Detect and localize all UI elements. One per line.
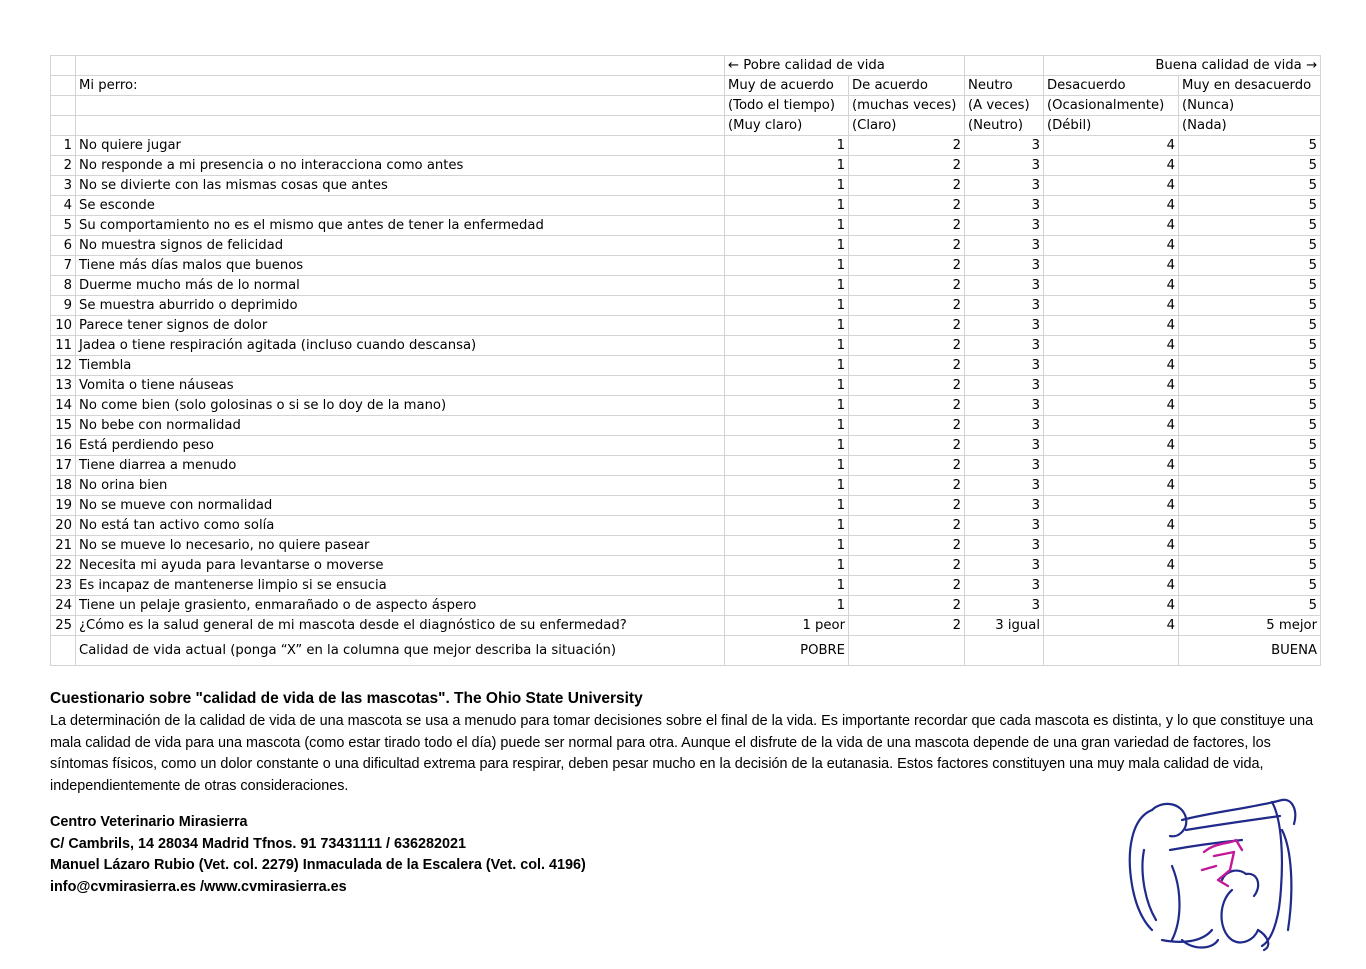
question-number: 21 [51,536,76,556]
header-row-direction [51,56,1321,76]
question-text: No come bien (solo golosinas o si se lo doy de la mano) [76,396,725,416]
score-cell[interactable]: 2 [849,496,965,516]
score-cell[interactable]: 2 [849,216,965,236]
question-number: 1 [51,136,76,156]
score-cell[interactable]: 2 [849,476,965,496]
question-number: 16 [51,436,76,456]
mark-cell[interactable] [1044,636,1179,666]
question-text: No se mueve lo necesario, no quiere pasear [76,536,725,556]
question-row [51,596,1321,616]
score-cell[interactable]: 4 [1044,436,1179,456]
score-cell[interactable]: 1 [725,216,849,236]
score-cell[interactable]: 3 [965,136,1044,156]
score-cell[interactable]: 4 [1044,576,1179,596]
question-number: 24 [51,596,76,616]
question-row [51,436,1321,456]
score-cell[interactable]: 2 [849,316,965,336]
question-text: Parece tener signos de dolor [76,316,725,336]
question-text: Vomita o tiene náuseas [76,376,725,396]
question-number: 11 [51,336,76,356]
question-row [51,356,1321,376]
question-text: Duerme mucho más de lo normal [76,276,725,296]
contact-block [50,812,586,898]
score-cell[interactable]: 5 [1179,296,1321,316]
score-cell[interactable]: 5 [1179,356,1321,376]
column-level: (Neutro) [965,116,1044,136]
question-text: Su comportamiento no es el mismo que antes de tener la enfermedad [76,216,725,236]
score-cell[interactable]: 1 [725,296,849,316]
poor-mark-cell[interactable]: POBRE [725,636,849,666]
column-level: (Muy claro) [725,116,849,136]
score-cell[interactable]: 1 [725,596,849,616]
column-frequency: (A veces) [965,96,1044,116]
good-mark-cell[interactable]: BUENA [1179,636,1321,666]
question-number: 9 [51,296,76,316]
info-body: La determinación de la calidad de vida de una mascota se usa a menudo para tomar decisiones sobre el final de la vida. Es importante recordar que cada mascota es distinta, y lo que constituye una mala calidad de vida para una mascota (como estar tirado todo el día) puede ser normal para otra. Aunque el disfrute de la vida de una mascota depende de una gran variedad de factores, los síntomas físicos, como un dolor constante o una dificultad extrema para respirar, deben pesar mucho en la decisión de la eutanasia. Estos factores constituyen una muy mala calidad de vida, independientemente de otras consideraciones. [50,713,1314,794]
question-number: 18 [51,476,76,496]
score-cell[interactable]: 5 [1179,596,1321,616]
score-cell[interactable]: 5 [1179,396,1321,416]
score-cell[interactable]: 4 [1044,256,1179,276]
question-number: 14 [51,396,76,416]
score-cell[interactable]: 4 [1044,336,1179,356]
column-frequency: (muchas veces) [849,96,965,116]
question-row [51,336,1321,356]
score-cell[interactable]: 3 [965,356,1044,376]
score-cell[interactable]: 4 [1044,156,1179,176]
score-cell[interactable]: 1 [725,196,849,216]
score-cell[interactable]: 3 [965,416,1044,436]
good-quality-label: Buena calidad de vida → [1044,56,1321,76]
score-cell[interactable]: 2 [849,236,965,256]
score-cell[interactable]: 5 [1179,496,1321,516]
question-number: 15 [51,416,76,436]
question-text: Se muestra aburrido o deprimido [76,296,725,316]
score-cell[interactable]: 5 [1179,176,1321,196]
question-row [51,536,1321,556]
score-cell[interactable]: 3 [965,556,1044,576]
score-cell[interactable]: 2 [849,596,965,616]
column-title: De acuerdo [849,76,965,96]
score-cell[interactable]: 2 [849,516,965,536]
column-title: Muy en desacuerdo [1179,76,1321,96]
score-cell[interactable]: 3 [965,236,1044,256]
column-frequency: (Nunca) [1179,96,1321,116]
question-number: 6 [51,236,76,256]
question-row [51,456,1321,476]
column-title: Desacuerdo [1044,76,1179,96]
question-row [51,616,1321,636]
score-cell[interactable]: 2 [849,336,965,356]
score-cell[interactable]: 2 [849,556,965,576]
score-cell[interactable]: 4 [1044,536,1179,556]
score-cell[interactable]: 4 [1044,416,1179,436]
question-text: Se esconde [76,196,725,216]
score-cell[interactable]: 4 [1044,456,1179,476]
score-cell[interactable]: 4 [1044,176,1179,196]
clinic-name: Centro Veterinario Mirasierra [50,814,248,830]
score-cell[interactable]: 3 [965,476,1044,496]
question-text: Es incapaz de mantenerse limpio si se ensucia [76,576,725,596]
score-cell[interactable]: 1 [725,476,849,496]
score-cell[interactable]: 2 [849,136,965,156]
question-row [51,296,1321,316]
score-cell[interactable]: 3 [965,496,1044,516]
question-text: No se mueve con normalidad [76,496,725,516]
score-cell[interactable]: 2 [849,376,965,396]
score-cell[interactable]: 4 [1044,616,1179,636]
score-cell[interactable]: 3 [965,276,1044,296]
score-cell[interactable]: 3 [965,256,1044,276]
score-cell[interactable]: 3 igual [965,616,1044,636]
score-cell[interactable]: 5 [1179,516,1321,536]
info-section [50,688,1320,797]
score-cell[interactable]: 1 [725,416,849,436]
current-quality-label: Calidad de vida actual (ponga “X” en la columna que mejor describa la situación) [76,636,725,666]
score-cell[interactable]: 5 [1179,336,1321,356]
question-text: Tiembla [76,356,725,376]
score-cell[interactable]: 5 [1179,436,1321,456]
header-row-titles [51,76,1321,96]
question-number: 7 [51,256,76,276]
column-level: (Claro) [849,116,965,136]
score-cell[interactable]: 5 [1179,256,1321,276]
question-number: 10 [51,316,76,336]
poor-quality-label: ← Pobre calidad de vida [725,56,965,76]
question-row [51,216,1321,236]
question-row [51,316,1321,336]
score-cell[interactable]: 2 [849,536,965,556]
score-cell[interactable]: 4 [1044,196,1179,216]
question-row [51,556,1321,576]
score-cell[interactable]: 2 [849,576,965,596]
score-cell[interactable]: 1 [725,136,849,156]
score-cell[interactable]: 2 [849,156,965,176]
score-cell[interactable]: 1 [725,396,849,416]
question-number: 22 [51,556,76,576]
question-row [51,496,1321,516]
score-cell[interactable]: 3 [965,436,1044,456]
subject-label: Mi perro: [76,76,725,96]
questionnaire-table [50,55,1321,666]
score-cell[interactable]: 3 [965,576,1044,596]
column-level: (Débil) [1044,116,1179,136]
score-cell[interactable]: 4 [1044,276,1179,296]
score-cell[interactable]: 3 [965,336,1044,356]
score-cell[interactable]: 3 [965,296,1044,316]
question-row [51,156,1321,176]
score-cell[interactable]: 1 [725,256,849,276]
score-cell[interactable]: 2 [849,616,965,636]
header-row-frequency [51,96,1321,116]
score-cell[interactable]: 4 [1044,216,1179,236]
question-text: No está tan activo como solía [76,516,725,536]
score-cell[interactable]: 2 [849,256,965,276]
column-frequency: (Todo el tiempo) [725,96,849,116]
empty-cell [51,636,76,666]
question-row [51,516,1321,536]
score-cell[interactable]: 4 [1044,136,1179,156]
score-cell[interactable]: 2 [849,176,965,196]
score-cell[interactable]: 3 [965,196,1044,216]
score-cell[interactable]: 1 [725,156,849,176]
question-row [51,416,1321,436]
score-cell[interactable]: 1 [725,336,849,356]
score-cell[interactable]: 5 [1179,216,1321,236]
score-cell[interactable]: 3 [965,156,1044,176]
score-cell[interactable]: 4 [1044,296,1179,316]
question-text: Necesita mi ayuda para levantarse o moverse [76,556,725,576]
score-cell[interactable]: 4 [1044,396,1179,416]
question-row [51,376,1321,396]
question-text: No muestra signos de felicidad [76,236,725,256]
score-cell[interactable]: 5 [1179,536,1321,556]
score-cell[interactable]: 4 [1044,516,1179,536]
score-cell[interactable]: 4 [1044,496,1179,516]
question-row [51,176,1321,196]
score-cell[interactable]: 5 [1179,376,1321,396]
question-number: 25 [51,616,76,636]
column-title: Neutro [965,76,1044,96]
score-cell[interactable]: 1 [725,376,849,396]
question-row [51,196,1321,216]
score-cell[interactable]: 1 [725,556,849,576]
clinic-logo [1122,790,1304,952]
score-cell[interactable]: 3 [965,456,1044,476]
question-row [51,236,1321,256]
score-cell[interactable]: 5 [1179,236,1321,256]
score-cell[interactable]: 2 [849,196,965,216]
score-cell[interactable]: 2 [849,276,965,296]
question-text: ¿Cómo es la salud general de mi mascota desde el diagnóstico de su enfermedad? [76,616,725,636]
column-frequency: (Ocasionalmente) [1044,96,1179,116]
question-row [51,136,1321,156]
question-number: 5 [51,216,76,236]
score-cell[interactable]: 1 [725,276,849,296]
score-cell[interactable]: 3 [965,396,1044,416]
score-cell[interactable]: 5 [1179,416,1321,436]
score-cell[interactable]: 5 [1179,456,1321,476]
score-cell[interactable]: 1 [725,356,849,376]
score-cell[interactable]: 1 [725,516,849,536]
score-cell[interactable]: 4 [1044,556,1179,576]
current-quality-row [51,636,1321,666]
score-cell[interactable]: 5 [1179,476,1321,496]
score-cell[interactable]: 1 [725,536,849,556]
score-cell[interactable]: 2 [849,436,965,456]
score-cell[interactable]: 3 [965,176,1044,196]
question-number: 8 [51,276,76,296]
question-row [51,276,1321,296]
score-cell[interactable]: 3 [965,376,1044,396]
score-cell[interactable]: 1 [725,456,849,476]
mark-cell[interactable] [965,636,1044,666]
score-cell[interactable]: 1 [725,176,849,196]
question-number: 12 [51,356,76,376]
score-cell[interactable]: 1 [725,436,849,456]
score-cell[interactable]: 4 [1044,236,1179,256]
question-text: Tiene un pelaje grasiento, enmarañado o de aspecto áspero [76,596,725,616]
question-number: 4 [51,196,76,216]
score-cell[interactable]: 3 [965,596,1044,616]
score-cell[interactable]: 3 [965,216,1044,236]
question-row [51,576,1321,596]
question-number: 13 [51,376,76,396]
score-cell[interactable]: 3 [965,516,1044,536]
score-cell[interactable]: 2 [849,356,965,376]
info-title: Cuestionario sobre "calidad de vida de las mascotas". The Ohio State University [50,690,643,707]
question-number: 3 [51,176,76,196]
column-level: (Nada) [1179,116,1321,136]
question-text: No responde a mi presencia o no interacciona como antes [76,156,725,176]
score-cell[interactable]: 5 [1179,316,1321,336]
score-cell[interactable]: 5 [1179,576,1321,596]
score-cell[interactable]: 5 [1179,196,1321,216]
question-number: 20 [51,516,76,536]
question-text: Tiene diarrea a menudo [76,456,725,476]
score-cell[interactable]: 4 [1044,316,1179,336]
score-cell[interactable]: 4 [1044,596,1179,616]
question-text: No bebe con normalidad [76,416,725,436]
score-cell[interactable]: 2 [849,296,965,316]
question-text: No orina bien [76,476,725,496]
score-cell[interactable]: 1 [725,576,849,596]
score-cell[interactable]: 4 [1044,356,1179,376]
question-number: 19 [51,496,76,516]
question-text: Está perdiendo peso [76,436,725,456]
score-cell[interactable]: 2 [849,396,965,416]
question-number: 17 [51,456,76,476]
question-text: Tiene más días malos que buenos [76,256,725,276]
question-text: No se divierte con las mismas cosas que antes [76,176,725,196]
score-cell[interactable]: 1 peor [725,616,849,636]
question-row [51,396,1321,416]
question-text: No quiere jugar [76,136,725,156]
column-title: Muy de acuerdo [725,76,849,96]
score-cell[interactable]: 5 [1179,156,1321,176]
score-cell[interactable]: 1 [725,316,849,336]
score-cell[interactable]: 2 [849,456,965,476]
score-cell[interactable]: 4 [1044,476,1179,496]
question-number: 2 [51,156,76,176]
clinic-web: info@cvmirasierra.es /www.cvmirasierra.es [50,878,347,895]
score-cell[interactable]: 5 [1179,556,1321,576]
question-text: Jadea o tiene respiración agitada (incluso cuando descansa) [76,336,725,356]
clinic-vets: Manuel Lázaro Rubio (Vet. col. 2279) Inmaculada de la Escalera (Vet. col. 4196) [50,857,586,873]
clinic-address: C/ Cambrils, 14 28034 Madrid Tfnos. 91 73431111 / 636282021 [50,835,466,852]
score-cell[interactable]: 1 [725,236,849,256]
question-number: 23 [51,576,76,596]
score-cell[interactable]: 4 [1044,376,1179,396]
score-cell[interactable]: 5 [1179,276,1321,296]
header-row-level [51,116,1321,136]
score-cell[interactable]: 5 mejor [1179,616,1321,636]
score-cell[interactable]: 3 [965,536,1044,556]
question-row [51,256,1321,276]
score-cell[interactable]: 2 [849,416,965,436]
score-cell[interactable]: 3 [965,316,1044,336]
mark-cell[interactable] [849,636,965,666]
score-cell[interactable]: 5 [1179,136,1321,156]
score-cell[interactable]: 1 [725,496,849,516]
question-row [51,476,1321,496]
